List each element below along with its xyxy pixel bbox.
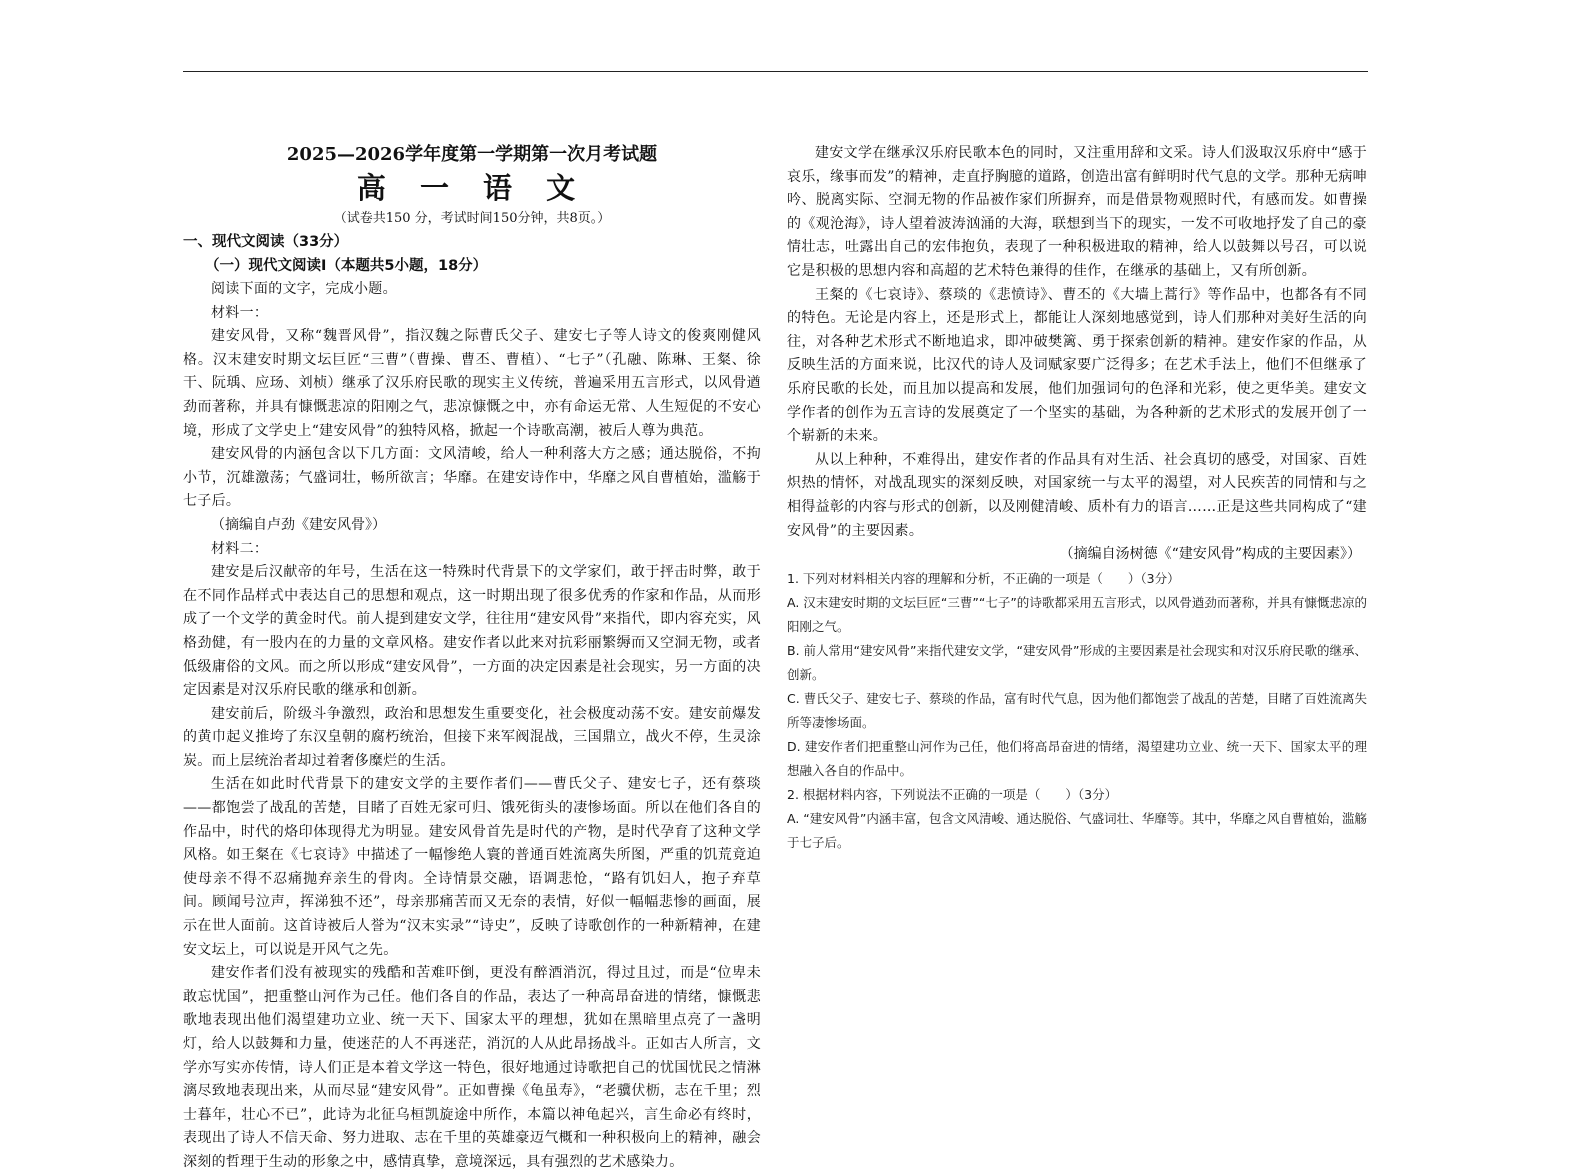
material-paragraph: 建安是后汉献帝的年号，生活在这一特殊时代背景下的文学家们，敢于抨击时弊，敢于在不同作品样式中表达自己的思想和观点，这一时期出现了很多优秀的作家和作品，从而形成了一个文学的黄金时代。前人提到建安文学，往往用“建安风骨”来指代，即内容充实，风格劲健，有一股内在的力量的文章风格。建安作者以此来对抗彩丽繁缛而又空洞无物，或者低级庸俗的文风。而之所以形成“建安风骨”，一方面的决定因素是社会现实，另一方面的决定因素是对汉乐府民歌的继承和创新。 [183,564,761,699]
material-source: （摘编自卢劲《建安风骨》） [211,516,386,533]
material-paragraph: 王粲的《七哀诗》、蔡琰的《悲愤诗》、曹丕的《大墙上蒿行》等作品中，也都各有不同的特色。无论是内容上，还是形式上，都能让人深刻地感觉到，诗人们那种对美好生活的向往，对各种艺术形式不断地追求，即冲破樊篱、勇于探索创新的精神。建安作家的作品，从反映生活的方面来说，比汉代的诗人及词赋家要广泛得多；在艺术手法上，他们不但继承了乐府民歌的长处，而且加以提高和发展，他们加强词句的色泽和光彩，使之更华美。建安文学作者的创作为五言诗的发展奠定了一个坚实的基础，为各种新的艺术形式的发展开创了一个崭新的未来。 [787,286,1367,445]
material-paragraph: 建安前后，阶级斗争激烈，政治和思想发生重要变化，社会极度动荡不安。建安前爆发的黄巾起义推垮了东汉皇朝的腐朽统治，但接下来军阀混战，三国鼎立，战火不停，生灵涂炭。而上层统治者却过着奢侈糜烂的生活。 [183,705,761,769]
question-stem: 2. 根据材料内容，下列说法不正确的一项是（ ）（3分） [787,786,1118,802]
right-column [787,142,1367,855]
top-rule [183,71,1368,72]
material-paragraph: 建安作者们没有被现实的残酷和苦难吓倒，更没有醉酒消沉，得过且过，而是“位卑未敢忘忧国”，把重整山河作为己任。他们各自的作品，表达了一种高昂奋进的情绪，慷慨悲歌地表现出他们渴望建功立业、统一天下、国家太平的理想，犹如在黑暗里点亮了一盏明灯，给人以鼓舞和力量，使迷茫的人不再迷茫，消沉的人从此昂扬战斗。正如古人所言，文学亦写实亦传情，诗人们正是本着文学这一特色，很好地通过诗歌把自己的忧国忧民之情淋漓尽致地表现出来，从而尽显“建安风骨”。正如曹操《龟虽寿》，“老骥伏枥，志在千里；烈士暮年，壮心不已”，此诗为北征乌桓凯旋途中所作，本篇以神龟起兴，言生命必有终时，表现出了诗人不信天命、努力进取、志在千里的英雄豪迈气概和一种积极向上的精神，融会深刻的哲理于生动的形象之中，感情真挚，意境深远，具有强烈的艺术感染力。 [183,965,761,1170]
left-column [183,142,761,1175]
material-paragraph: 生活在如此时代背景下的建安文学的主要作者们——曹氏父子、建安七子，还有蔡琰——都饱尝了战乱的苦楚，目睹了百姓无家可归、饿死街头的凄惨场面。所以在他们各自的作品中，时代的烙印体现得尤为明显。建安风骨首先是时代的产物，是时代孕育了这种文学风格。如王粲在《七哀诗》中描述了一幅惨绝人寰的普通百姓流离失所图，严重的饥荒竟迫使母亲不得不忍痛抛弃亲生的骨肉。全诗情景交融，语调悲怆，“路有饥妇人，抱子弃草间。顾闻号泣声，挥涕独不还”，母亲那痛苦而又无奈的表情，好似一幅幅悲惨的画面，展示在世人面前。这首诗被后人誉为“汉末实录”“诗史”，反映了诗歌创作的一种新精神，在建安文坛上，可以说是开风气之先。 [183,776,761,958]
exam-title: 2025—2026学年度第一学期第一次月考试题 [286,144,658,165]
material-label: 材料二： [211,540,269,557]
material-paragraph: 建安风骨，又称“魏晋风骨”，指汉魏之际曹氏父子、建安七子等人诗文的俊爽刚健风格。汉末建安时期文坛巨匠“三曹”（曹操、曹丕、曹植）、“七子”（孔融、陈琳、王粲、徐干、阮瑀、应玚、刘桢）继承了汉乐府民歌的现实主义传统，普遍采用五言形式，以风骨遒劲而著称，并具有慷慨悲凉的阳刚之气，悲凉慷慨之中，亦有命运无常、人生短促的不安心境，形成了文学史上“建安风骨”的独特风格，掀起一个诗歌高潮，被后人尊为典范。 [183,328,761,439]
section-heading: 一、现代文阅读（33分） [183,234,349,250]
question-option: B. 前人常用“建安风骨”来指代建安文学，“建安风骨”形成的主要因素是社会现实和对汉乐府民歌的继承、创新。 [787,642,1367,682]
sub-section-heading: （一）现代文阅读Ⅰ（本题共5小题，18分） [205,258,488,274]
instruction-text: 阅读下面的文字，完成小题。 [211,281,397,297]
subject-title: 高 一 语 文 [356,171,588,205]
material-source: （摘编自汤树德《“建安风骨”构成的主要因素》） [1059,546,1361,563]
question-stem: 1. 下列对材料相关内容的理解和分析，不正确的一项是（ ）（3分） [787,570,1180,586]
question-option: A. 汉末建安时期的文坛巨匠“三曹”“七子”的诗歌都采用五言形式，以风骨遒劲而著称，并具有慷慨悲凉的阳刚之气。 [787,594,1367,634]
material-label: 材料一： [211,304,269,321]
question-option: D. 建安作者们把重整山河作为己任，他们将高昂奋进的情绪，渴望建功立业、统一天下、国家太平的理想融入各自的作品中。 [787,738,1367,778]
material-paragraph: 从以上种种，不难得出，建安作者的作品具有对生活、社会真切的感受，对国家、百姓炽热的情怀，对战乱现实的深刻反映，对国家统一与太平的渴望，对人民疾苦的同情和与之相得益彰的内容与形式的创新，以及刚健清峻、质朴有力的语言……正是这些共同构成了“建安风骨”的主要因素。 [787,451,1367,539]
exam-note: （试卷共150 分，考试时间150分钟，共8页。） [333,211,611,226]
material-paragraph: 建安文学在继承汉乐府民歌本色的同时，又注重用辞和文采。诗人们汲取汉乐府中“感于哀乐，缘事而发”的精神，走直抒胸臆的道路，创造出富有鲜明时代气息的文学。那种无病呻吟、脱离实际、空洞无物的作品被作家们所摒弃，而是借景物观照时代，有感而发。如曹操的《观沧海》，诗人望着波涛汹涌的大海，联想到当下的现实，一发不可收地抒发了自己的豪情壮志，吐露出自己的宏伟抱负，表现了一种积极进取的精神，给人以鼓舞以号召，可以说它是积极的思想内容和高超的艺术特色兼得的佳作，在继承的基础上，又有所创新。 [787,145,1367,279]
question-option: A. “建安风骨”内涵丰富，包含文风清峻、通达脱俗、气盛词壮、华靡等。其中，华靡之风自曹植始，滥觞于七子后。 [787,810,1367,850]
question-option: C. 曹氏父子、建安七子、蔡琰的作品，富有时代气息，因为他们都饱尝了战乱的苦楚，目睹了百姓流离失所等凄惨场面。 [787,690,1367,730]
material-paragraph: 建安风骨的内涵包含以下几方面：文风清峻，给人一种利落大方之感；通达脱俗，不拘小节，沉雄激荡；气盛词壮，畅所欲言；华靡。在建安诗作中，华靡之风自曹植始，滥觞于七子后。 [183,446,761,510]
